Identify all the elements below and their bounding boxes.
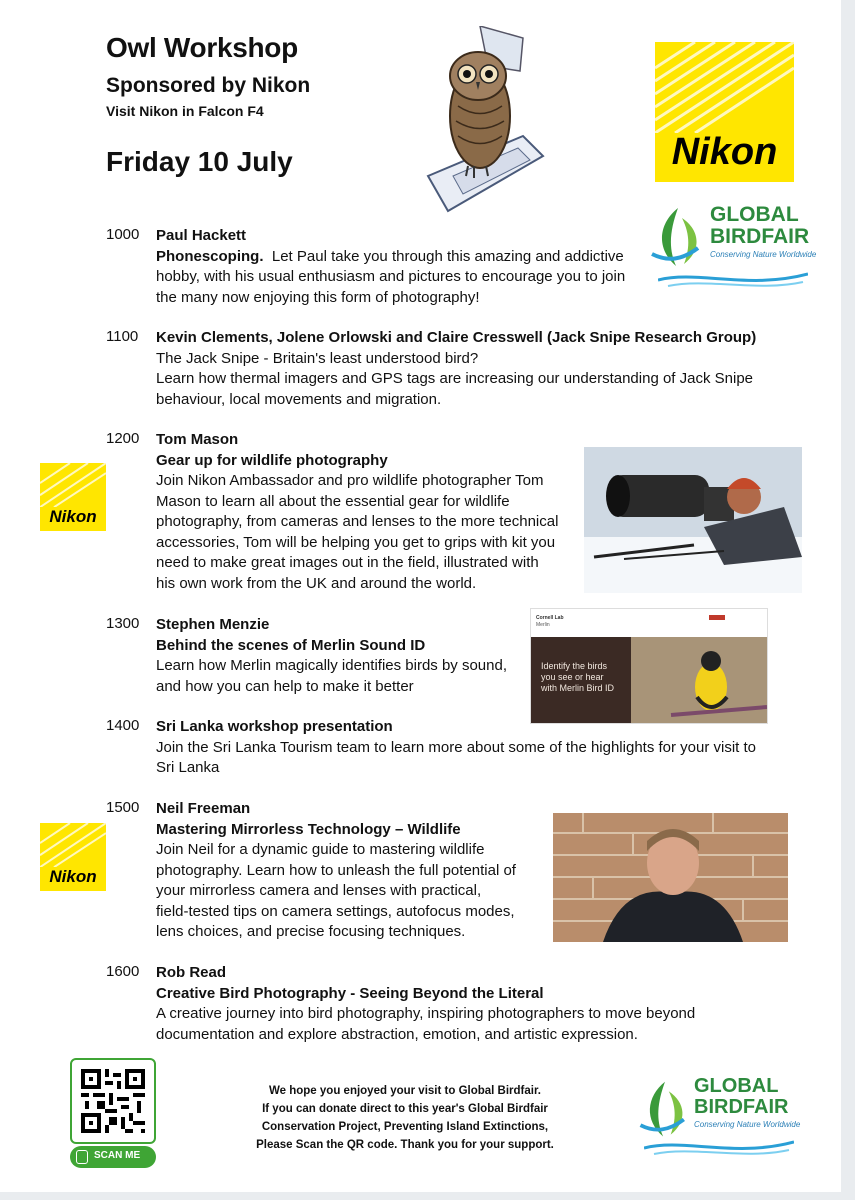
session-line: Join Nikon Ambassador and pro wildlife photographer Tom	[156, 472, 544, 489]
page-title: Owl Workshop	[106, 32, 298, 63]
session-line: Learn how Merlin magically identifies birds by sound,	[156, 657, 508, 674]
session-1100	[156, 328, 796, 410]
speaker-name: Paul Hackett	[156, 227, 247, 244]
session-line: The Jack Snipe - Britain's least understood bird?	[156, 349, 479, 367]
session-1400	[156, 717, 796, 779]
birdfair-name-line1: GLOBAL	[694, 1075, 779, 1097]
session-line: documentation and explore abstraction, emotion, and artistic expression.	[156, 1025, 638, 1043]
session-line: Sri Lanka	[156, 759, 220, 776]
session-line: Join Neil for a dynamic guide to mastering wildlife	[156, 841, 485, 858]
birdfair-tagline: Conserving Nature Worldwide	[710, 250, 817, 259]
nikon-wordmark: Nikon	[49, 506, 97, 526]
session-time: 1500	[106, 799, 140, 816]
session-line: photography. Learn how to unleash the full potential of	[156, 861, 516, 879]
event-date: Friday 10 July	[106, 146, 293, 177]
birdfair-name-line2: BIRDFAIR	[694, 1096, 789, 1118]
merlin-donate-tab	[709, 615, 725, 620]
session-line: behaviour, local movements and migration.	[156, 390, 442, 408]
qr-code	[81, 1069, 145, 1133]
session-1500	[156, 799, 546, 943]
footer-message	[230, 1082, 580, 1154]
owl-illustration	[418, 26, 548, 216]
session-line: his own work from the UK and around the world.	[156, 574, 477, 592]
session-time: 1000	[106, 226, 140, 243]
session-line: Learn how thermal imagers and GPS tags are increasing our understanding of Jack Snipe	[156, 370, 754, 387]
session-line: photography, from cameras and lenses to the more technical	[156, 513, 559, 530]
session-1000	[156, 226, 636, 308]
phone-icon	[76, 1150, 88, 1164]
qr-code-block[interactable]	[70, 1058, 156, 1170]
session-line: and how you can help to make it better	[156, 677, 414, 695]
sponsor-line: Sponsored by Nikon	[106, 74, 311, 97]
speaker-name: Sri Lanka workshop presentation	[156, 718, 393, 735]
page-right-edge	[841, 0, 855, 1200]
nikon-wordmark: Nikon	[671, 130, 778, 173]
session-time: 1300	[106, 615, 140, 632]
speaker-name: Kevin Clements, Jolene Orlowski and Claire Cresswell (Jack Snipe Research Group)	[156, 329, 757, 346]
speaker-name: Tom Mason	[156, 431, 239, 448]
merlin-app-screenshot	[530, 608, 768, 724]
session-line: lens choices, and precise focusing techniques.	[156, 923, 466, 940]
photo-wildlife-photographer	[584, 447, 802, 593]
session-line: the many now enjoying this form of photography!	[156, 288, 480, 306]
footer-line: Conservation Project, Preventing Island Extinctions,	[261, 1121, 549, 1133]
nikon-logo-large	[655, 42, 794, 182]
session-line: Join the Sri Lanka Tourism team to learn more about some of the highlights for your visit to	[156, 738, 757, 756]
merlin-headline-line: you see or hear	[541, 672, 604, 682]
birdfair-tagline: Conserving Nature Worldwide	[694, 1120, 801, 1129]
scan-me-badge	[70, 1146, 156, 1168]
qr-code-frame	[70, 1058, 156, 1144]
session-line: A creative journey into bird photography, inspiring photographers to move beyond	[156, 1005, 696, 1022]
page-bottom-edge	[0, 1192, 855, 1200]
session-line: accessories, Tom will be helping you get to grips with kit you	[156, 533, 556, 551]
speaker-name: Neil Freeman	[156, 800, 251, 817]
session-line: hobby, with his usual enthusiasm and pictures to encourage you to join	[156, 268, 626, 285]
merlin-headline-line: with Merlin Bird ID	[541, 683, 615, 693]
nikon-logo-small	[40, 463, 106, 531]
session-time: 1100	[106, 328, 139, 345]
session-line: field-tested tips on camera settings, autofocus modes,	[156, 902, 515, 920]
merlin-bird-photo	[631, 637, 767, 723]
session-title: Gear up for wildlife photography	[156, 451, 388, 469]
session-line: Let Paul take you through this amazing and addictive	[271, 247, 624, 265]
session-time: 1200	[106, 430, 140, 447]
session-1300	[156, 615, 526, 697]
session-time: 1400	[106, 717, 140, 734]
session-title: Creative Bird Photography - Seeing Beyond the Literal	[156, 984, 544, 1002]
footer-line: We hope you enjoyed your visit to Global Birdfair.	[269, 1085, 541, 1097]
session-line: your mirrorless camera and lenses with practical,	[156, 882, 482, 899]
merlin-headline-line: Identify the birds	[541, 661, 608, 671]
nikon-logo-small	[40, 823, 106, 891]
merlin-brand: Cornell Lab	[536, 615, 564, 621]
session-title: Phonescoping.	[156, 247, 264, 265]
nikon-wordmark: Nikon	[49, 866, 97, 886]
speaker-name: Stephen Menzie	[156, 616, 270, 633]
birdfair-name-line2: BIRDFAIR	[710, 225, 810, 248]
photo-speaker-portrait	[553, 813, 788, 942]
session-line: need to make great images out in the field, illustrated with	[156, 554, 539, 571]
visit-line: Visit Nikon in Falcon F4	[106, 103, 264, 119]
session-time: 1600	[106, 963, 140, 980]
session-title: Mastering Mirrorless Technology – Wildlife	[156, 820, 461, 838]
footer-line: Please Scan the QR code. Thank you for your support.	[256, 1139, 554, 1151]
session-1200	[156, 430, 586, 594]
footer-line: If you can donate direct to this year's Global Birdfair	[262, 1103, 548, 1115]
merlin-app-name: Merlin	[536, 622, 550, 628]
session-line: Mason to learn all about the essential gear for wildlife	[156, 492, 510, 510]
speaker-name: Rob Read	[156, 964, 227, 981]
session-title: Behind the scenes of Merlin Sound ID	[156, 636, 426, 654]
merlin-headline	[541, 661, 614, 694]
birdfair-name-line1: GLOBAL	[710, 203, 799, 226]
birdfair-logo-top	[648, 200, 818, 292]
birdfair-logo-bottom	[636, 1074, 806, 1162]
session-1600	[156, 963, 776, 1045]
scan-me-label: SCAN ME	[94, 1150, 141, 1161]
